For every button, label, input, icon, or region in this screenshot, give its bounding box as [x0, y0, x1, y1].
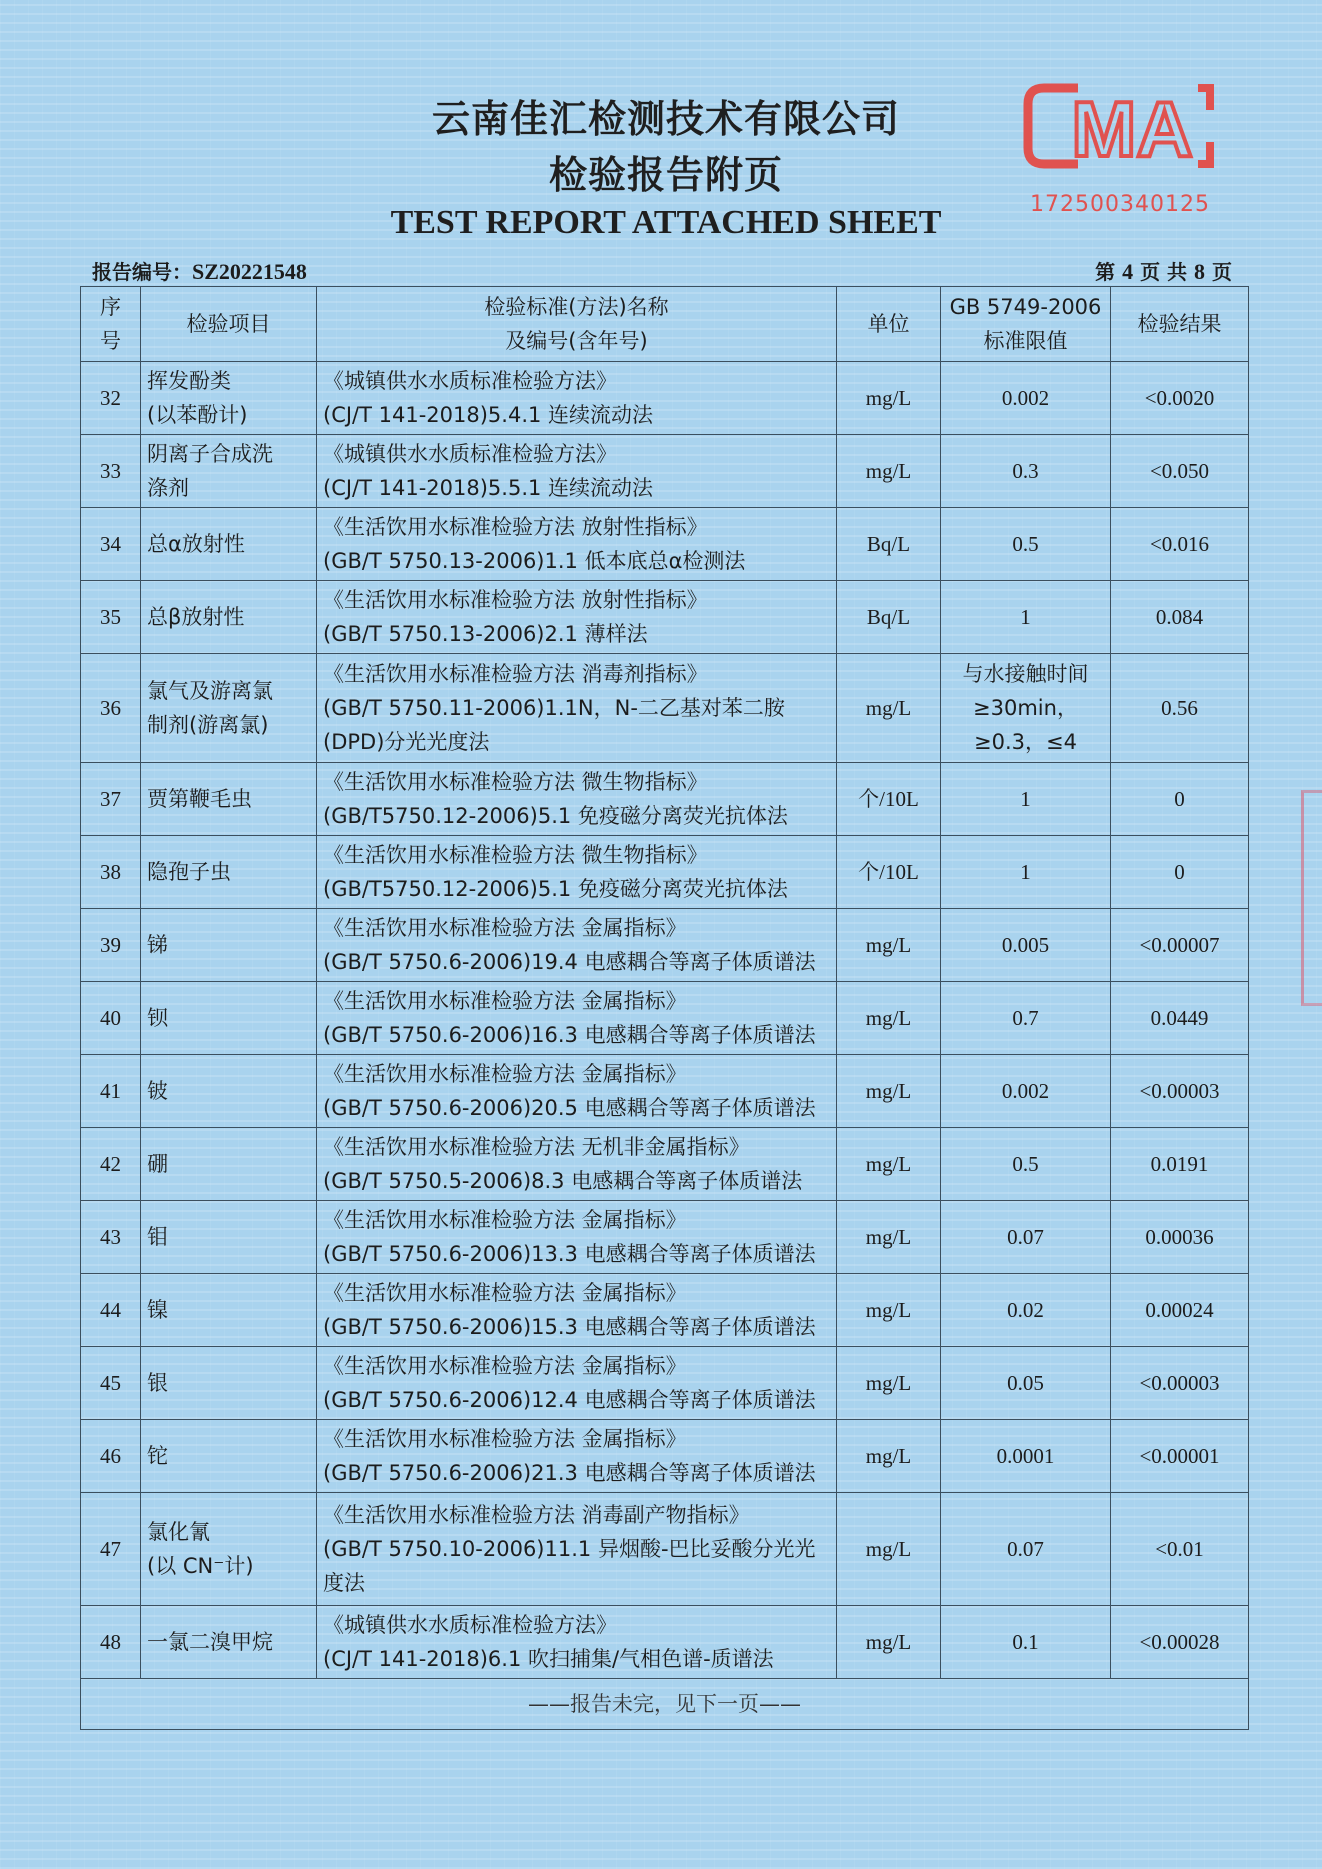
header-item: 检验项目	[141, 287, 317, 362]
cell-method	[317, 1606, 837, 1679]
sheet-title-en: TEST REPORT ATTACHED SHEET	[390, 204, 942, 241]
cell-limit	[941, 581, 1111, 654]
cell-item	[141, 581, 317, 654]
cell-item	[141, 1201, 317, 1274]
cell-method-line: 《生活饮用水标准检验方法 放射性指标》	[323, 515, 708, 539]
cell-unit: mg/L	[837, 1201, 941, 1274]
cell-result: 0.0191	[1111, 1128, 1249, 1201]
cell-item-line: 铊	[147, 1444, 168, 1468]
cell-limit-line: 0.3	[1012, 459, 1039, 483]
results-table	[80, 286, 1249, 1730]
cell-limit	[941, 508, 1111, 581]
cell-item	[141, 1606, 317, 1679]
cell-method	[317, 1055, 837, 1128]
cell-limit-line: 0.002	[1001, 386, 1050, 410]
report-number	[92, 256, 307, 285]
cell-item	[141, 1274, 317, 1347]
cell-limit-line: 1	[1020, 860, 1031, 884]
cell-method	[317, 836, 837, 909]
cell-item-line: 一氯二溴甲烷	[147, 1630, 273, 1654]
cma-letters: MA	[1071, 85, 1193, 172]
table-row	[81, 836, 1249, 909]
cell-limit	[941, 1347, 1111, 1420]
cell-item	[141, 1420, 317, 1493]
cell-method-line: (GB/T 5750.13-2006)1.1 低本底总α检测法	[323, 549, 746, 573]
cell-method-line: (CJ/T 141-2018)5.4.1 连续流动法	[323, 403, 654, 427]
cell-method-line: (GB/T5750.12-2006)5.1 免疫磁分离荧光抗体法	[323, 877, 788, 901]
cell-unit: mg/L	[837, 654, 941, 763]
cell-method	[317, 508, 837, 581]
cell-result: <0.00003	[1111, 1055, 1249, 1128]
cell-item	[141, 909, 317, 982]
cell-result: 0.084	[1111, 581, 1249, 654]
cell-item	[141, 508, 317, 581]
cell-item-line: 氯化氰	[147, 1520, 210, 1544]
cell-method-line: (GB/T 5750.6-2006)15.3 电感耦合等离子体质谱法	[323, 1315, 816, 1339]
cell-method-line: 《生活饮用水标准检验方法 金属指标》	[323, 1208, 687, 1232]
cell-method-line: (GB/T 5750.6-2006)20.5 电感耦合等离子体质谱法	[323, 1096, 816, 1120]
cell-seq: 41	[81, 1055, 141, 1128]
cell-method-line: (GB/T 5750.6-2006)16.3 电感耦合等离子体质谱法	[323, 1023, 816, 1047]
table-row	[81, 1347, 1249, 1420]
table-row	[81, 508, 1249, 581]
cell-unit: mg/L	[837, 1274, 941, 1347]
cell-result: 0.00024	[1111, 1274, 1249, 1347]
cell-method	[317, 763, 837, 836]
cell-item-line: 阴离子合成洗	[147, 442, 273, 466]
cell-method-line: 度法	[323, 1571, 365, 1595]
header-limit-line: 标准限值	[983, 329, 1068, 353]
cell-limit-line: ≥0.3，≤4	[974, 730, 1077, 754]
cell-result: 0.56	[1111, 654, 1249, 763]
page-info	[1095, 256, 1232, 285]
cell-item	[141, 1055, 317, 1128]
cell-method	[317, 435, 837, 508]
cell-unit: mg/L	[837, 982, 941, 1055]
cell-item-line: 镍	[147, 1298, 168, 1322]
cell-item-line: 总α放射性	[147, 532, 245, 556]
cell-limit	[941, 362, 1111, 435]
cell-item-line: 钼	[147, 1225, 168, 1249]
header-unit: 单位	[837, 287, 941, 362]
cell-method-line: (GB/T5750.12-2006)5.1 免疫磁分离荧光抗体法	[323, 804, 788, 828]
cell-result: 0	[1111, 836, 1249, 909]
cell-result: <0.01	[1111, 1493, 1249, 1606]
cell-limit	[941, 982, 1111, 1055]
cell-limit-line: 与水接触时间	[962, 662, 1089, 686]
cell-limit	[941, 1606, 1111, 1679]
cell-unit: mg/L	[837, 1420, 941, 1493]
cell-seq: 43	[81, 1201, 141, 1274]
cell-unit: mg/L	[837, 362, 941, 435]
cell-item-line: 氯气及游离氯	[147, 679, 273, 703]
sheet-title-cn: 检验报告附页	[548, 153, 783, 197]
table-row	[81, 435, 1249, 508]
cma-logo	[1020, 80, 1220, 172]
cell-result: <0.00007	[1111, 909, 1249, 982]
cell-method	[317, 1493, 837, 1606]
cell-limit	[941, 654, 1111, 763]
cell-seq: 46	[81, 1420, 141, 1493]
cell-method-line: (GB/T 5750.6-2006)13.3 电感耦合等离子体质谱法	[323, 1242, 816, 1266]
cell-item	[141, 1493, 317, 1606]
cell-method	[317, 581, 837, 654]
cell-item-line: 锑	[147, 933, 168, 957]
cell-limit-line: 0.005	[1001, 933, 1050, 957]
table-row	[81, 982, 1249, 1055]
cell-method	[317, 1347, 837, 1420]
cell-item	[141, 435, 317, 508]
cell-seq: 35	[81, 581, 141, 654]
seal-edge-stamp	[1301, 790, 1322, 1006]
cell-method-line: (GB/T 5750.6-2006)19.4 电感耦合等离子体质谱法	[323, 950, 816, 974]
table-row	[81, 1274, 1249, 1347]
cell-seq: 36	[81, 654, 141, 763]
cell-method	[317, 1420, 837, 1493]
cell-unit: 个/10L	[837, 763, 941, 836]
cell-method-line: 《生活饮用水标准检验方法 金属指标》	[323, 989, 687, 1013]
table-header-row	[81, 287, 1249, 362]
cell-unit: mg/L	[837, 1493, 941, 1606]
table-row	[81, 909, 1249, 982]
cell-method-line: (GB/T 5750.11-2006)1.1N，N-二乙基对苯二胺	[323, 696, 785, 720]
cell-item-line: 制剂(游离氯)	[147, 713, 269, 737]
cell-item-line: 涤剂	[147, 476, 189, 500]
cell-seq: 47	[81, 1493, 141, 1606]
table-row	[81, 1128, 1249, 1201]
cell-item	[141, 362, 317, 435]
company-name: 云南佳汇检测技术有限公司	[431, 97, 900, 141]
cell-method-line: 《生活饮用水标准检验方法 放射性指标》	[323, 588, 708, 612]
cell-item	[141, 1347, 317, 1420]
cell-unit: 个/10L	[837, 836, 941, 909]
cell-unit: mg/L	[837, 1055, 941, 1128]
cell-limit-line: 1	[1020, 605, 1031, 629]
cell-method-line: 《生活饮用水标准检验方法 消毒剂指标》	[323, 662, 708, 686]
header-seq	[81, 287, 141, 362]
cell-method-line: 《生活饮用水标准检验方法 微生物指标》	[323, 770, 708, 794]
cell-limit	[941, 909, 1111, 982]
cell-unit: Bq/L	[837, 581, 941, 654]
cell-limit	[941, 836, 1111, 909]
cell-unit: mg/L	[837, 435, 941, 508]
report-number-value: SZ20221548	[192, 259, 307, 284]
cell-unit: mg/L	[837, 1347, 941, 1420]
cell-result: 0.00036	[1111, 1201, 1249, 1274]
header-method	[317, 287, 837, 362]
cell-limit-line: ≥30min，	[973, 696, 1078, 720]
cell-method-line: (DPD)分光光度法	[323, 730, 490, 754]
cell-method	[317, 982, 837, 1055]
cell-unit: mg/L	[837, 1128, 941, 1201]
table-row	[81, 763, 1249, 836]
cell-result: 0	[1111, 763, 1249, 836]
cell-method-line: (CJ/T 141-2018)5.5.1 连续流动法	[323, 476, 654, 500]
cell-unit: mg/L	[837, 909, 941, 982]
cell-limit	[941, 1055, 1111, 1128]
table-row	[81, 1606, 1249, 1679]
cell-method-line: (GB/T 5750.6-2006)12.4 电感耦合等离子体质谱法	[323, 1388, 816, 1412]
cell-item-line: (以苯酚计)	[147, 403, 248, 427]
cell-item-line: 挥发酚类	[147, 369, 231, 393]
cell-item-line: 总β放射性	[147, 605, 245, 629]
page-prefix: 第	[1095, 260, 1116, 284]
cell-limit-line: 0.02	[1007, 1298, 1044, 1322]
cell-method-line: 《城镇供水水质标准检验方法》	[323, 369, 617, 393]
table-row	[81, 1420, 1249, 1493]
cell-method-line: (GB/T 5750.6-2006)21.3 电感耦合等离子体质谱法	[323, 1461, 816, 1485]
cell-method-line: 《生活饮用水标准检验方法 无机非金属指标》	[323, 1135, 750, 1159]
cell-item-line: 隐孢子虫	[147, 860, 231, 884]
cell-limit-line: 0.05	[1007, 1371, 1044, 1395]
table-row	[81, 1055, 1249, 1128]
cell-result: <0.00003	[1111, 1347, 1249, 1420]
cell-item-line: 硼	[147, 1152, 168, 1176]
table-row	[81, 1201, 1249, 1274]
cell-seq: 48	[81, 1606, 141, 1679]
cell-unit: Bq/L	[837, 508, 941, 581]
cell-method	[317, 654, 837, 763]
cell-result: <0.0020	[1111, 362, 1249, 435]
cell-seq: 39	[81, 909, 141, 982]
table-row	[81, 654, 1249, 763]
cell-seq: 45	[81, 1347, 141, 1420]
cell-item	[141, 982, 317, 1055]
header-method-line: 及编号(含年号)	[505, 329, 648, 353]
cell-item-line: (以 CN⁻计)	[147, 1554, 254, 1578]
page-current: 4	[1122, 259, 1134, 284]
cell-seq: 37	[81, 763, 141, 836]
cell-limit	[941, 763, 1111, 836]
cell-limit	[941, 435, 1111, 508]
page-mid: 页 共	[1140, 260, 1188, 284]
cell-result: <0.00001	[1111, 1420, 1249, 1493]
cell-limit	[941, 1274, 1111, 1347]
cell-limit-line: 0.0001	[996, 1444, 1055, 1468]
cell-item-line: 贾第鞭毛虫	[147, 787, 252, 811]
continued-note: ——报告未完，见下一页——	[81, 1679, 1249, 1730]
cell-limit	[941, 1128, 1111, 1201]
cell-method-line: (GB/T 5750.10-2006)11.1 异烟酸-巴比妥酸分光光	[323, 1537, 816, 1561]
cell-item	[141, 1128, 317, 1201]
cell-method-line: 《城镇供水水质标准检验方法》	[323, 1613, 617, 1637]
cell-method-line: 《城镇供水水质标准检验方法》	[323, 442, 617, 466]
header-limit	[941, 287, 1111, 362]
cell-seq: 38	[81, 836, 141, 909]
cell-limit-line: 0.5	[1012, 1152, 1039, 1176]
cell-method	[317, 1274, 837, 1347]
cell-method-line: (CJ/T 141-2018)6.1 吹扫捕集/气相色谱-质谱法	[323, 1647, 774, 1671]
cell-method-line: (GB/T 5750.13-2006)2.1 薄样法	[323, 622, 648, 646]
cell-limit-line: 0.002	[1001, 1079, 1050, 1103]
table-row	[81, 362, 1249, 435]
cell-method-line: 《生活饮用水标准检验方法 金属指标》	[323, 1354, 687, 1378]
cell-result: <0.00028	[1111, 1606, 1249, 1679]
cell-seq: 42	[81, 1128, 141, 1201]
cma-cert-number: 172500340125	[1030, 192, 1210, 217]
cell-item	[141, 654, 317, 763]
cell-method-line: 《生活饮用水标准检验方法 金属指标》	[323, 916, 687, 940]
cell-result: <0.050	[1111, 435, 1249, 508]
cell-limit-line: 0.5	[1012, 532, 1039, 556]
cell-limit	[941, 1420, 1111, 1493]
cell-result: <0.016	[1111, 508, 1249, 581]
cell-method	[317, 1128, 837, 1201]
table-row	[81, 1493, 1249, 1606]
header-seq-line: 号	[100, 329, 121, 353]
cell-limit	[941, 1201, 1111, 1274]
cell-item-line: 钡	[147, 1006, 168, 1030]
cell-item	[141, 836, 317, 909]
cell-seq: 32	[81, 362, 141, 435]
cell-method	[317, 1201, 837, 1274]
cell-item-line: 铍	[147, 1079, 168, 1103]
header-result: 检验结果	[1111, 287, 1249, 362]
header-method-line: 检验标准(方法)名称	[484, 295, 669, 319]
cell-method-line: 《生活饮用水标准检验方法 金属指标》	[323, 1062, 687, 1086]
cell-limit-line: 0.07	[1007, 1225, 1044, 1249]
cell-item-line: 银	[147, 1371, 168, 1395]
cell-seq: 34	[81, 508, 141, 581]
cell-seq: 40	[81, 982, 141, 1055]
cell-item	[141, 763, 317, 836]
cell-limit-line: 0.1	[1012, 1630, 1039, 1654]
cell-method	[317, 362, 837, 435]
cell-unit: mg/L	[837, 1606, 941, 1679]
cell-method	[317, 909, 837, 982]
table-body	[81, 362, 1249, 1679]
table-row	[81, 581, 1249, 654]
cell-method-line: 《生活饮用水标准检验方法 微生物指标》	[323, 843, 708, 867]
cell-limit	[941, 1493, 1111, 1606]
page-total: 8	[1194, 259, 1206, 284]
cell-limit-line: 1	[1020, 787, 1031, 811]
cell-method-line: 《生活饮用水标准检验方法 金属指标》	[323, 1427, 687, 1451]
header-seq-line: 序	[100, 295, 121, 319]
cell-result: 0.0449	[1111, 982, 1249, 1055]
cell-limit-line: 0.07	[1007, 1537, 1044, 1561]
cell-seq: 44	[81, 1274, 141, 1347]
cell-seq: 33	[81, 435, 141, 508]
cell-limit-line: 0.7	[1012, 1006, 1039, 1030]
cell-method-line: 《生活饮用水标准检验方法 消毒副产物指标》	[323, 1503, 750, 1527]
header-limit-line: GB 5749-2006	[949, 295, 1102, 319]
cell-method-line: (GB/T 5750.5-2006)8.3 电感耦合等离子体质谱法	[323, 1169, 803, 1193]
page-suffix: 页	[1212, 260, 1232, 284]
cma-c-end-mark	[1198, 88, 1210, 164]
cell-method-line: 《生活饮用水标准检验方法 金属指标》	[323, 1281, 687, 1305]
report-number-label: 报告编号：	[92, 260, 192, 284]
table-footer-row	[81, 1679, 1249, 1730]
